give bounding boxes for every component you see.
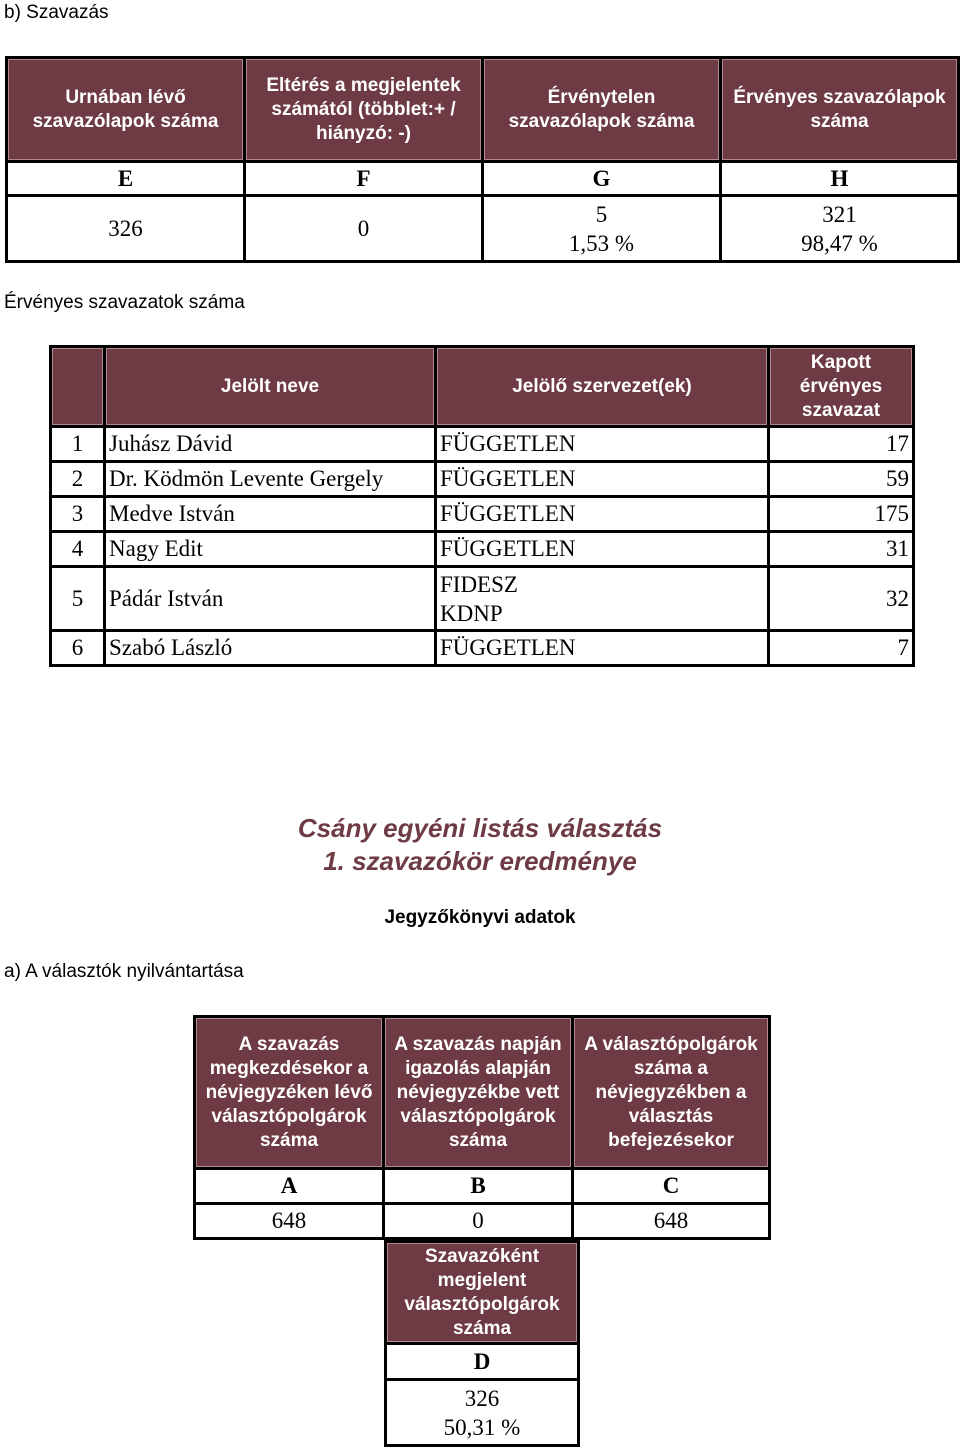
voter-register-table bbox=[193, 1015, 771, 1240]
header-register-at-end: A választópolgárok száma a névjegyzékben a választás befejezésekor bbox=[573, 1017, 770, 1169]
row-number: 5 bbox=[51, 567, 105, 631]
valid-votes-title: Érvényes szavazatok száma bbox=[4, 292, 245, 313]
letter-d: D bbox=[386, 1344, 579, 1380]
header-difference: Eltérés a megjelentek számától (többlet:+ / hiányzó: -) bbox=[245, 58, 483, 162]
header-valid-ballots: Érvényes szavazólapok száma bbox=[721, 58, 959, 162]
vote-count: 31 bbox=[769, 532, 914, 567]
letter-f: F bbox=[245, 162, 483, 196]
letter-e: E bbox=[7, 162, 245, 196]
letter-c: C bbox=[573, 1169, 770, 1204]
document-title bbox=[180, 812, 780, 878]
value-a: 648 bbox=[195, 1204, 384, 1239]
nominating-org-second: KDNP bbox=[440, 600, 503, 626]
candidate-name: Szabó László bbox=[105, 631, 436, 666]
table-row bbox=[51, 532, 914, 567]
row-number: 4 bbox=[51, 532, 105, 567]
section-a-title: a) A választók nyilvántartása bbox=[4, 961, 244, 982]
value-f: 0 bbox=[245, 196, 483, 262]
row-number: 6 bbox=[51, 631, 105, 666]
value-h: 321 bbox=[822, 201, 857, 227]
header-nominating-org: Jelölő szervezet(ek) bbox=[436, 347, 769, 427]
candidate-name: Dr. Ködmön Levente Gergely bbox=[105, 462, 436, 497]
value-d: 326 bbox=[464, 1385, 500, 1411]
letter-g: G bbox=[483, 162, 721, 196]
table-row bbox=[51, 427, 914, 462]
header-votes: Kapott érvényes szavazat bbox=[769, 347, 914, 427]
nominating-org: FIDESZ bbox=[440, 571, 518, 597]
header-added-by-certificate: A szavazás napján igazolás alapján névjegyzékbe vett választópolgárok száma bbox=[384, 1017, 573, 1169]
table-row bbox=[51, 567, 914, 631]
nominating-org: FÜGGETLEN bbox=[436, 497, 769, 532]
percent-h: 98,47 % bbox=[801, 230, 878, 256]
vote-count: 59 bbox=[769, 462, 914, 497]
letter-h: H bbox=[721, 162, 959, 196]
row-number: 3 bbox=[51, 497, 105, 532]
section-b-title: b) Szavazás bbox=[4, 2, 109, 23]
letter-a: A bbox=[195, 1169, 384, 1204]
header-register-at-start: A szavazás megkezdésekor a névjegyzéken lévő választópolgárok száma bbox=[195, 1017, 384, 1169]
value-c: 648 bbox=[573, 1204, 770, 1239]
value-e: 326 bbox=[7, 196, 245, 262]
document-title-line2: 1. szavazókör eredménye bbox=[323, 846, 637, 876]
nominating-org: FÜGGETLEN bbox=[436, 427, 769, 462]
nominating-org-cell bbox=[436, 567, 769, 631]
vote-count: 32 bbox=[769, 567, 914, 631]
document-title-line1: Csány egyéni listás választás bbox=[297, 813, 663, 843]
table-row bbox=[51, 497, 914, 532]
nominating-org: FÜGGETLEN bbox=[436, 462, 769, 497]
candidate-name: Medve István bbox=[105, 497, 436, 532]
value-d-cell bbox=[386, 1380, 579, 1446]
turnout-table bbox=[384, 1240, 580, 1447]
candidates-table bbox=[49, 345, 915, 667]
header-turnout: Szavazóként megjelent választópolgárok száma bbox=[386, 1242, 579, 1344]
percent-d: 50,31 % bbox=[443, 1414, 521, 1440]
row-number: 1 bbox=[51, 427, 105, 462]
nominating-org: FÜGGETLEN bbox=[436, 631, 769, 666]
vote-count: 17 bbox=[769, 427, 914, 462]
nominating-org: FÜGGETLEN bbox=[436, 532, 769, 567]
table-row bbox=[51, 631, 914, 666]
percent-g: 1,53 % bbox=[568, 230, 635, 256]
subtitle: Jegyzőkönyvi adatok bbox=[384, 907, 576, 928]
vote-count: 7 bbox=[769, 631, 914, 666]
voting-summary-table bbox=[5, 56, 960, 263]
header-number bbox=[51, 347, 105, 427]
value-g: 5 bbox=[595, 201, 608, 227]
value-b: 0 bbox=[384, 1204, 573, 1239]
value-h-cell bbox=[721, 196, 959, 262]
header-ballots-in-urn: Urnában lévő szavazólapok száma bbox=[7, 58, 245, 162]
header-candidate-name: Jelölt neve bbox=[105, 347, 436, 427]
vote-count: 175 bbox=[769, 497, 914, 532]
header-invalid-ballots: Érvénytelen szavazólapok száma bbox=[483, 58, 721, 162]
value-g-cell bbox=[483, 196, 721, 262]
candidate-name: Juhász Dávid bbox=[105, 427, 436, 462]
table-row bbox=[51, 462, 914, 497]
letter-b: B bbox=[384, 1169, 573, 1204]
row-number: 2 bbox=[51, 462, 105, 497]
candidate-name: Pádár István bbox=[105, 567, 436, 631]
candidate-name: Nagy Edit bbox=[105, 532, 436, 567]
